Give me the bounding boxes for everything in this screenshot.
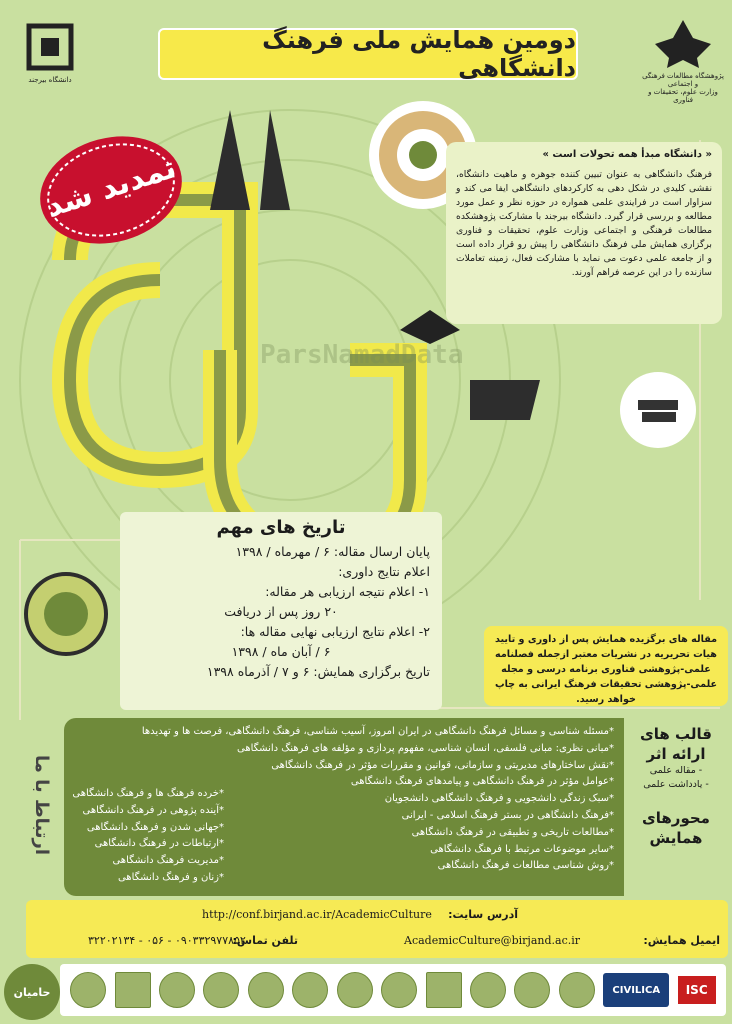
topic-item: *ارتباطات در فرهنگ دانشگاهی — [94, 838, 224, 850]
extended-stamp — [36, 132, 186, 248]
dates-line: تاریخ برگزاری همایش: ۶ و ۷ / آذرماه ۱۳۹۸ — [206, 664, 430, 679]
sponsor-logo — [470, 972, 506, 1008]
important-dates-panel — [120, 512, 442, 710]
ministry-emblem-icon — [655, 18, 711, 70]
format-item: - مقاله علمی — [649, 765, 703, 776]
dates-line: ۱- اعلام نتیجه ارزیابی هر مقاله: — [265, 584, 430, 599]
topic-item: *سایر موضوعات مرتبط با فرهنگ دانشگاهی — [430, 843, 614, 855]
format-item: - یادداشت علمی — [643, 779, 709, 790]
topic-item: *جهانی شدن و فرهنگ دانشگاهی — [86, 821, 224, 833]
civilica-logo: CIVILICA — [603, 973, 669, 1007]
isc-logo: ISC — [678, 976, 716, 1004]
topics-second-column — [74, 724, 224, 887]
topic-item: *آینده پژوهی در فرهنگ دانشگاهی — [82, 804, 224, 816]
sponsor-logo — [115, 972, 151, 1008]
extended-stamp-text: تمدید شد — [41, 150, 181, 225]
topic-item: *سبک زندگی دانشجویی و فرهنگ دانشگاهی دانشجویان — [384, 793, 614, 805]
dates-title: تاریخ های مهم — [216, 517, 346, 538]
topic-item: *نقش ساختارهای مدیریتی و سازمانی، قوانین و مقررات مؤثر در فرهنگ دانشگاهی — [271, 759, 614, 771]
watermark: ParsNamadData — [260, 340, 464, 370]
topic-item: *عوامل مؤثر در فرهنگ دانشگاهی و پیامدهای فرهنگ دانشگاهی — [350, 776, 614, 788]
dates-line: پایان ارسال مقاله: ۶ / مهرماه / ۱۳۹۸ — [235, 544, 430, 559]
university-caption: دانشگاه بیرجند — [28, 76, 72, 84]
topic-item: *زنان و فرهنگ دانشگاهی — [117, 871, 224, 883]
topic-item: *فرهنگ دانشگاهی در بستر فرهنگ اسلامی - ایرانی — [401, 809, 614, 821]
sponsor-logo — [337, 972, 373, 1008]
intro-panel — [446, 142, 722, 324]
dates-line: اعلام نتایج داوری: — [338, 564, 430, 579]
email-label: ایمیل همایش: — [643, 934, 720, 947]
sponsor-logo — [70, 972, 106, 1008]
axes-title: محورهای همایش — [642, 809, 710, 847]
topics-panel — [64, 718, 624, 896]
topic-item: *خرده فرهنگ ها و فرهنگ دانشگاهی — [72, 788, 224, 799]
formats-title: قالب های ارائه اثر — [640, 725, 712, 763]
university-emblem-icon — [23, 20, 77, 74]
sponsor-logo — [203, 972, 239, 1008]
sponsor-logo — [514, 972, 550, 1008]
phone-label: تلفن تماس: — [232, 934, 298, 947]
sponsor-logo — [159, 972, 195, 1008]
sponsors-badge: حامیان — [4, 964, 60, 1020]
sponsor-logo — [248, 972, 284, 1008]
sponsor-logo — [292, 972, 328, 1008]
topic-item: *مدیریت فرهنگ دانشگاهی — [112, 855, 224, 867]
university-logo — [18, 20, 82, 104]
dates-line: ۲۰ روز پس از دریافت — [224, 604, 338, 619]
formats-and-axes — [624, 718, 728, 896]
dates-line: ۲- اعلام نتایج ارزیابی نهایی مقاله ها: — [240, 624, 430, 639]
email-link[interactable]: AcademicCulture@birjand.ac.ir — [404, 934, 581, 947]
ministry-caption-2: وزارت علوم، تحقیقات و فناوری — [648, 88, 718, 104]
sponsor-logo — [426, 972, 462, 1008]
contact-us-label: ارتباط با ما — [31, 754, 52, 856]
intro-body: فرهنگ دانشگاهی به عنوان تبیین کننده جوهره و ماهیت دانشگاه، نقشی کلیدی در شکل دهی به کارکردهای دانشگاهی ایفا می کند و سزاوار است در فرایندی علمی همواره در حوزه نظر و عمل مورد مطالعه و بررسی قرار گیرد. دانشگاه بیرجند با مشارکت پژوهشکده مطالعات فرهنگی و اجتماعی وزارت علوم، تحقیقات و فناوری برگزاری همایش ملی فرهنگ دانشگاهی را پیش رو قرار داده است و از جامعه علمی دعوت می نماید با مشارکت فعال، زمینه تعاملات سازنده را در این عرصه فراهم آورند. — [456, 169, 712, 278]
phone-number: ۰۹۰۳۳۲۹۷۷۸۵۲ - ۰۵۶ - ۳۲۲۰۲۱۳۴ — [88, 934, 246, 947]
topic-item: *روش شناسی مطالعات فرهنگ دانشگاهی — [437, 860, 614, 872]
sponsor-logo — [381, 972, 417, 1008]
page-title: دومین همایش ملی فرهنگ دانشگاهی — [158, 28, 578, 80]
contact-footer — [26, 900, 728, 958]
papers-notice: مقاله های برگزیده همایش پس از داوری و تایید هیات تحریریه در نشریات معتبر ازجمله فصلنامه علمی-پژوهشی فناوری برنامه درسی و مجله علمی-پژوهشی تحقیقات فرهنگ ایرانی به چاپ خواهد رسید. — [484, 626, 728, 706]
sponsor-logo — [559, 972, 595, 1008]
site-url-link[interactable]: http://conf.birjand.ac.ir/AcademicCulture — [202, 908, 432, 921]
ministry-logo — [640, 18, 726, 108]
topic-item: *مبانی نظری: مبانی فلسفی، انسان شناسی، مفهوم پردازی و مؤلفه های فرهنگ دانشگاهی — [236, 742, 614, 754]
ministry-caption-1: پژوهشگاه مطالعات فرهنگی و اجتماعی — [642, 72, 724, 88]
topic-item: *مسئله شناسی و مسائل فرهنگ دانشگاهی در ایران امروز، آسیب شناسی، فرهنگ دانشگاهی، فرصت ها و تهدیدها — [141, 726, 614, 737]
topic-item: *مطالعات تاریخی و تطبیقی در فرهنگ دانشگاهی — [411, 826, 614, 838]
sponsors-bar — [60, 964, 726, 1016]
dates-line: ۶ / آبان ماه / ۱۳۹۸ — [231, 644, 331, 659]
intro-title: « دانشگاه مبدأ همه تحولات است » — [542, 149, 712, 160]
site-label: آدرس سایت: — [448, 908, 518, 921]
